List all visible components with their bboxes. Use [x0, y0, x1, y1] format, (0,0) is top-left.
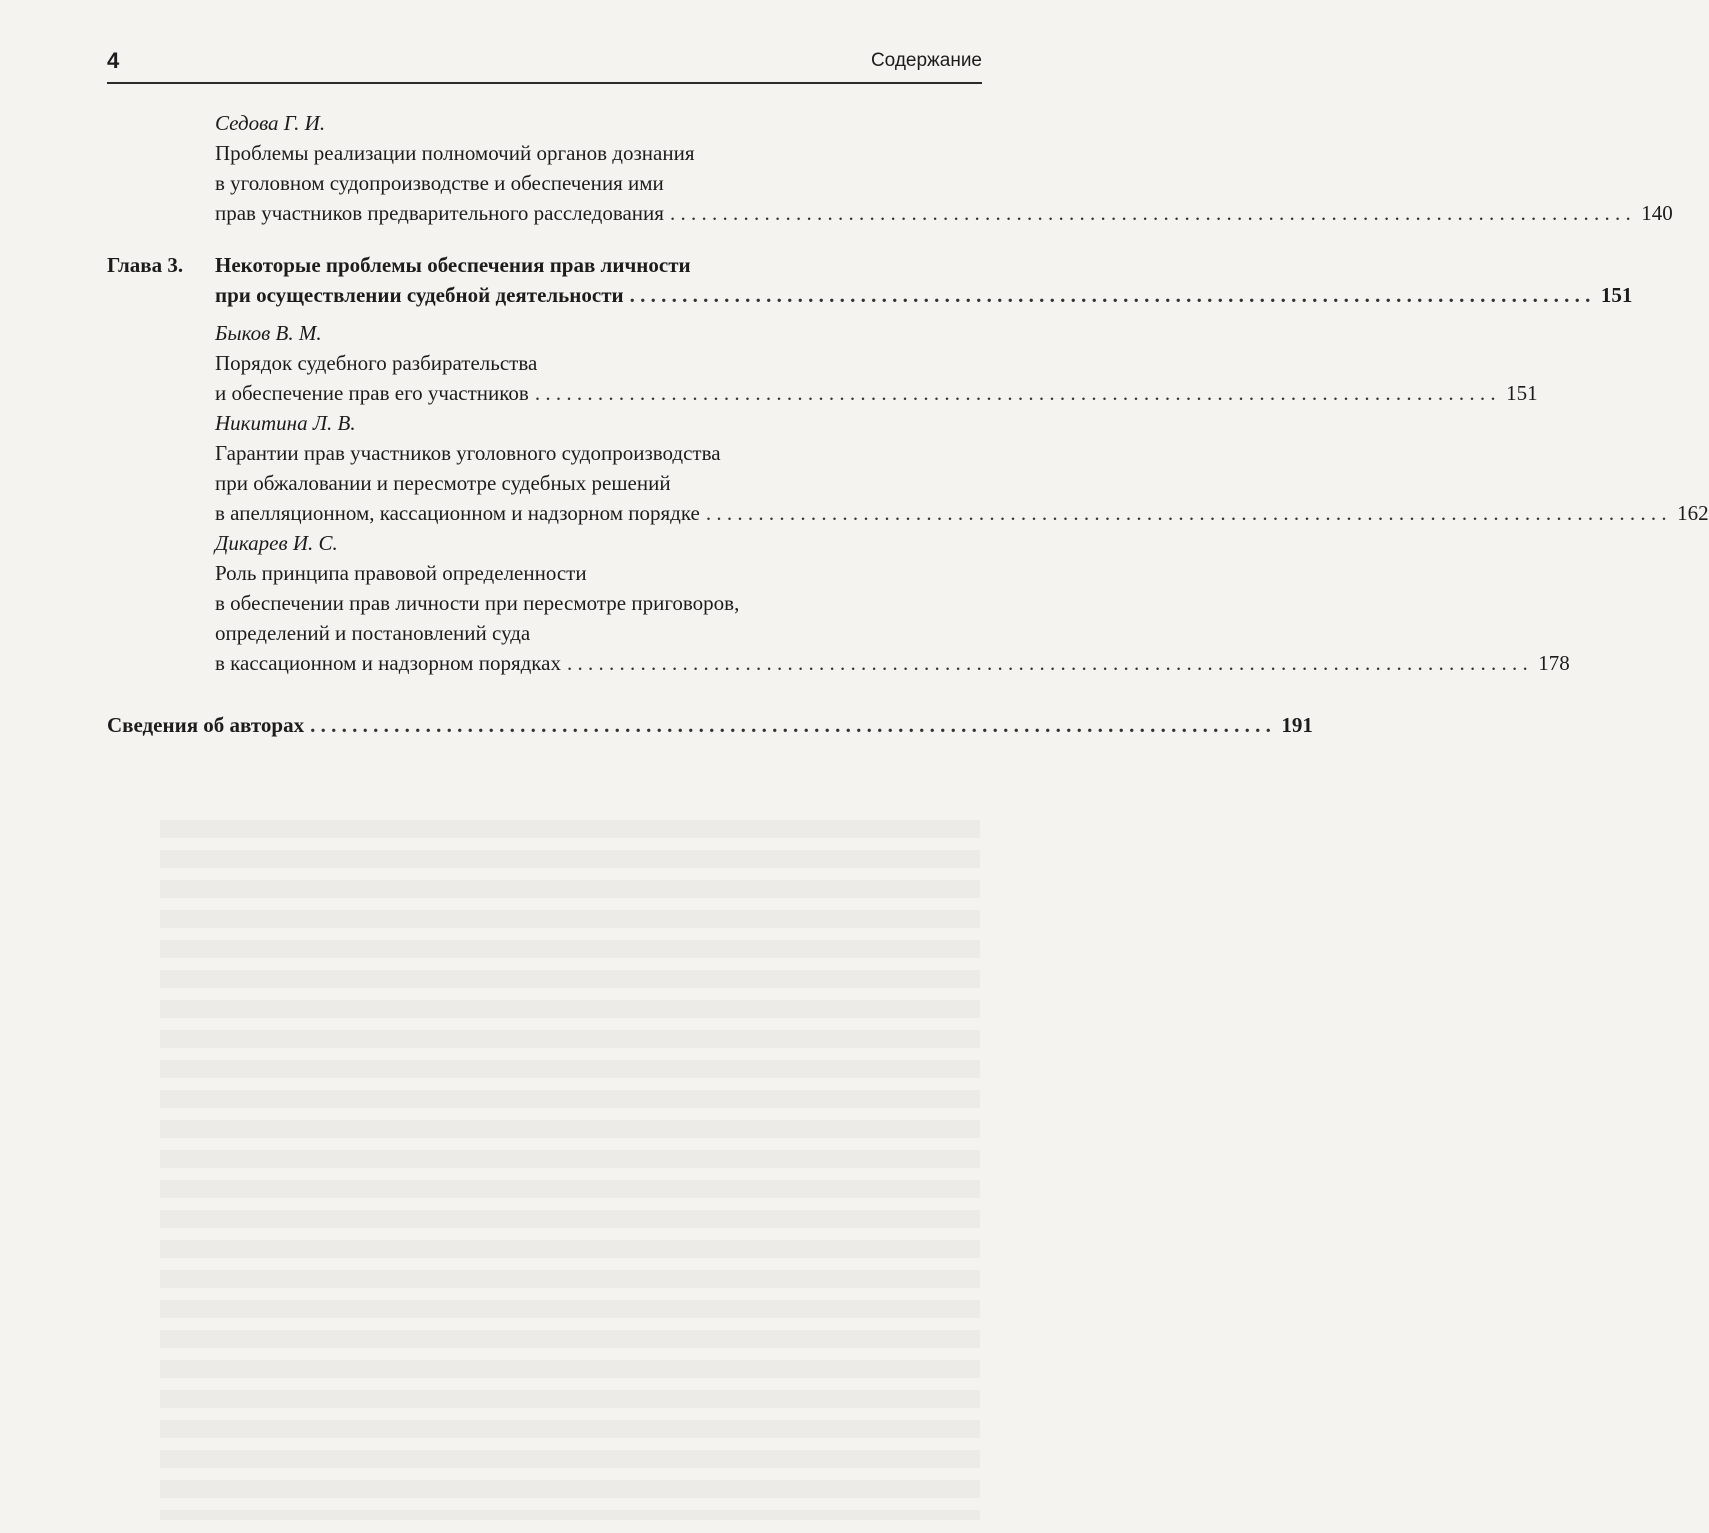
toc-chapter-3 — [107, 250, 1633, 310]
entry-page-number: 151 — [1506, 381, 1538, 405]
dot-leader — [567, 648, 1528, 678]
page-header — [107, 48, 982, 84]
dot-leader — [706, 498, 1667, 528]
entry-last-line — [215, 498, 1709, 528]
table-of-contents — [107, 108, 1709, 740]
entry-last-line — [215, 378, 1538, 408]
toc-entry-dikarev — [215, 528, 1570, 678]
entry-author: Никитина Л. В. — [215, 411, 356, 435]
show-through-texture — [160, 820, 980, 1520]
running-head: Содержание — [870, 50, 982, 71]
chapter-title-line: Некоторые проблемы обеспечения прав личности — [215, 253, 691, 277]
chapter-label: Глава 3. — [107, 253, 184, 277]
chapter-page-number: 151 — [1600, 283, 1633, 307]
entry-title-line: Роль принципа правовой определенности — [215, 561, 587, 585]
toc-entry-bykov — [215, 318, 1538, 408]
entry-title-line: в обеспечении прав личности при пересмотре приговоров, — [215, 591, 740, 615]
entry-last-line — [215, 198, 1673, 228]
entry-page-number: 140 — [1641, 201, 1673, 225]
entry-last-line — [215, 648, 1570, 678]
entry-author: Быков В. М. — [215, 321, 322, 345]
chapter-last-line — [215, 280, 1632, 310]
dot-leader — [535, 378, 1496, 408]
entry-title-line: Порядок судебного разбирательства — [215, 351, 538, 375]
page-number: 4 — [107, 48, 120, 73]
entry-title-line: Гарантии прав участников уголовного судопроизводства — [215, 441, 721, 465]
entry-title-text: прав участников предварительного расследования — [215, 201, 664, 225]
entry-title-line: при обжаловании и пересмотре судебных решений — [215, 471, 671, 495]
entry-title-text: и обеспечение прав его участников — [215, 381, 529, 405]
entry-page-number: 191 — [1281, 713, 1313, 737]
dot-leader — [670, 198, 1631, 228]
entry-title-line: Проблемы реализации полномочий органов дознания — [215, 141, 695, 165]
entry-title-text: Сведения об авторах — [107, 713, 305, 737]
entry-author: Седова Г. И. — [215, 111, 326, 135]
entry-author: Дикарев И. С. — [215, 531, 338, 555]
toc-entry-sedova — [215, 108, 1673, 228]
dot-leader — [310, 710, 1271, 740]
entry-title-line: в уголовном судопроизводстве и обеспечения ими — [215, 171, 664, 195]
toc-entry-nikitina — [215, 408, 1709, 528]
entry-page-number: 162 — [1677, 501, 1709, 525]
entry-title-line: определений и постановлений суда — [215, 621, 531, 645]
entry-page-number: 178 — [1538, 651, 1570, 675]
entry-title-text: в апелляционном, кассационном и надзорном порядке — [215, 501, 700, 525]
entry-title-text: в кассационном и надзорном порядках — [215, 651, 562, 675]
toc-entry-authors-info — [107, 710, 1313, 740]
dot-leader — [630, 280, 1591, 310]
chapter-title-text: при осуществлении судебной деятельности — [215, 283, 624, 307]
